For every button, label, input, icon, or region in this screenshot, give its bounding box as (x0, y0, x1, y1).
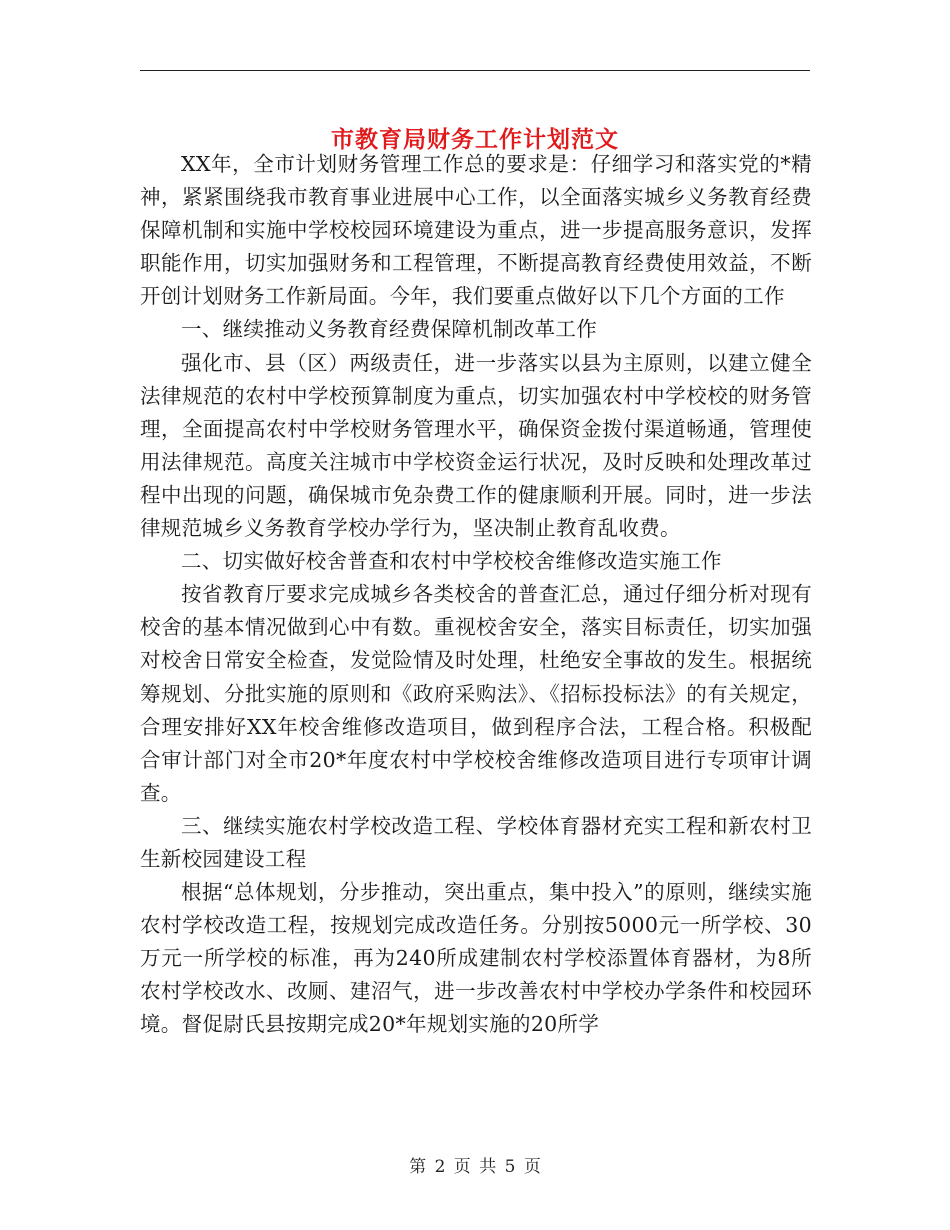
body-paragraph-2: 按省教育厅要求完成城乡各类校舍的普查汇总，通过仔细分析对现有校舍的基本情况做到心中有数。重视校舍安全，落实目标责任，切实加强对校舍日常安全检查，发觉险情及时处理，杜绝安全事故的发生。根据统筹规划、分批实施的原则和《政府采购法》、《招标投标法》的有关规定，合理安排好XX年校舍维修改造项目，做到程序合法，工程合格。积极配合审计部门对全市20*年度农村中学校校舍维修改造项目进行专项审计调查。 (140, 582, 812, 805)
header-rule (140, 70, 810, 71)
section-heading-1: 一、继续推动义务教育经费保障机制改革工作 (181, 317, 597, 342)
document-title: 市教育局财务工作计划范文 (331, 126, 619, 154)
page-footer: 第 2 页 共 5 页 (409, 1157, 541, 1177)
section-heading-2: 二、切实做好校舍普查和农村中学校校舍维修改造实施工作 (181, 549, 722, 574)
body-paragraph-1: 强化市、县（区）两级责任，进一步落实以县为主原则，以建立健全法律规范的农村中学校预算制度为重点，切实加强农村中学校校的财务管理，全面提高农村中学校财务管理水平，确保资金拨付渠道畅通，管理使用法律规范。高度关注城市中学校资金运行状况，及时反映和处理改革过程中出现的问题，确保城市免杂费工作的健康顺利开展。同时，进一步法律规范城乡义务教育学校办学行为，坚决制止教育乱收费。 (140, 350, 812, 541)
body-paragraph-intro: XX年，全市计划财务管理工作总的要求是：仔细学习和落实党的*精神，紧紧围绕我市教育事业进展中心工作，以全面落实城乡义务教育经费保障机制和实施中学校校园环境建设为重点，进一步提高服务意识，发挥职能作用，切实加强财务和工程管理，不断提高教育经费使用效益，不断开创计划财务工作新局面。今年，我们要重点做好以下几个方面的工作 (140, 152, 812, 309)
document-body (140, 148, 812, 1042)
section-heading-3: 三、继续实施农村学校改造工程、学校体育器材充实工程和新农村卫生新校园建设工程 (140, 813, 812, 871)
body-paragraph-3: 根据“总体规划，分步推动，突出重点，集中投入”的原则，继续实施农村学校改造工程，按规划完成改造任务。分别按5000元一所学校、30万元一所学校的标准，再为240所成建制农村学校添置体育器材，为8所农村学校改水、改厕、建沼气，进一步改善农村中学校办学条件和校园环境。督促尉氏县按期完成20*年规划实施的20所学 (140, 880, 812, 1037)
